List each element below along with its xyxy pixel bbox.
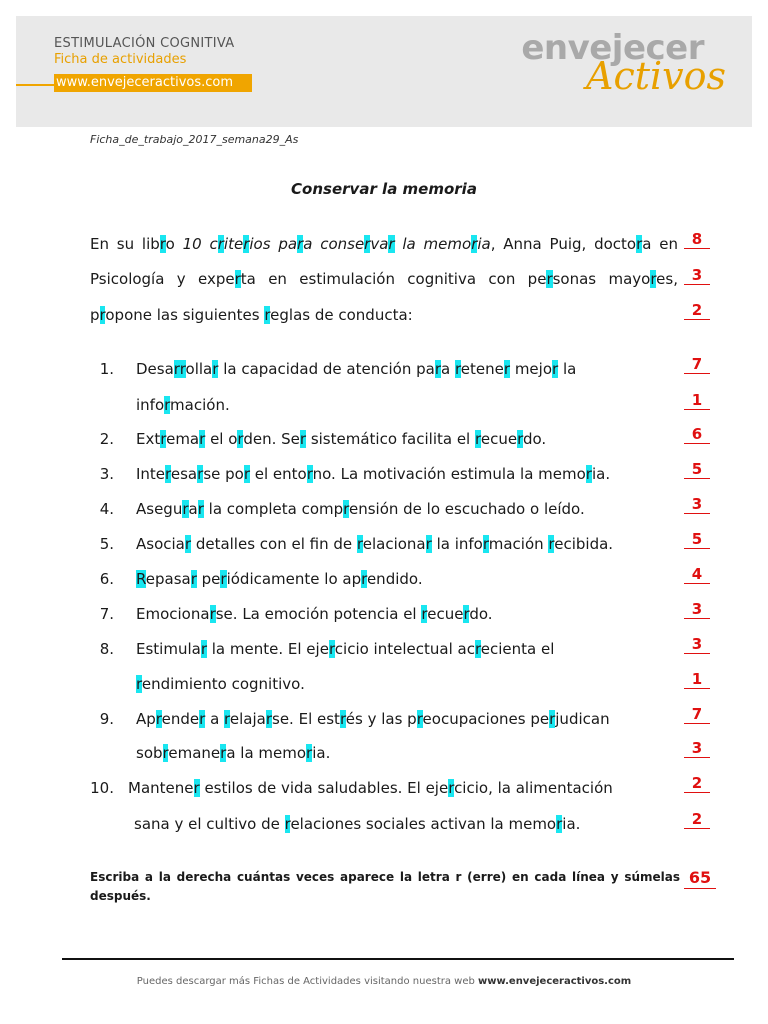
header-accent-line: [16, 84, 54, 86]
intro-line-2: Psicología y experta en estimulación cognitiva con personas mayores,: [90, 270, 678, 288]
item-number: 4.: [99, 500, 114, 518]
item-number: 8.: [99, 640, 114, 658]
count-item-1b[interactable]: 1: [684, 392, 710, 410]
item-number: 7.: [99, 605, 114, 623]
header-banner: [16, 16, 752, 127]
item-number: 9.: [99, 710, 114, 728]
header-url[interactable]: www.envejeceractivos.com: [54, 74, 252, 92]
list-item-cont: rendimiento cognitivo.: [136, 675, 305, 693]
item-number: 5.: [99, 535, 114, 553]
list-item: 10. Mantener estilos de vida saludables. El ejercicio, la alimentación: [90, 779, 613, 797]
footer: [0, 976, 768, 987]
item-number: 2.: [99, 430, 114, 448]
list-item: 2. Extremar el orden. Ser sistemático facilita el recuerdo.: [90, 430, 500, 448]
list-item: 6. Repasar periódicamente lo aprendido.: [90, 570, 377, 588]
count-item-9b[interactable]: 3: [684, 740, 710, 758]
filename: Ficha_de_trabajo_2017_semana29_As: [90, 133, 299, 146]
intro-line-3: propone las siguientes reglas de conducta:: [90, 306, 413, 324]
count-item-5[interactable]: 5: [684, 531, 710, 549]
intro-line-1: En su libro 10 criterios para conservar la memoria, Anna Puig, doctora en: [90, 235, 678, 253]
count-item-6[interactable]: 4: [684, 566, 710, 584]
list-item: 9. Aprender a relajarse. El estrés y las preocupaciones perjudican: [90, 710, 564, 728]
count-intro-3[interactable]: 2: [684, 302, 710, 320]
item-number: 3.: [99, 465, 114, 483]
footer-url[interactable]: www.envejeceractivos.com: [478, 976, 632, 987]
list-item: 4. Asegurar la completa comprensión de lo escuchado o leído.: [90, 500, 539, 518]
instructions: Escriba a la derecha cuántas veces aparece la letra r (erre) en cada línea y súmelas después.: [90, 870, 680, 903]
list-item: 3. Interesarse por el entorno. La motivación estimula la memoria.: [90, 465, 564, 483]
page-title: Conservar la memoria: [291, 180, 477, 198]
count-item-8a[interactable]: 3: [684, 636, 710, 654]
total-count[interactable]: 65: [684, 868, 716, 889]
count-item-10a[interactable]: 2: [684, 775, 710, 793]
list-item-cont: sana y el cultivo de relaciones sociales activan la memoria.: [134, 815, 581, 833]
logo-text-top: envejecer: [521, 28, 704, 68]
count-item-1a[interactable]: 7: [684, 356, 710, 374]
count-intro-2[interactable]: 3: [684, 267, 710, 285]
count-item-3[interactable]: 5: [684, 461, 710, 479]
list-item-cont: sobremanera la memoria.: [136, 744, 331, 762]
header-title: ESTIMULACIÓN COGNITIVA: [54, 36, 235, 51]
count-item-10b[interactable]: 2: [684, 811, 710, 829]
list-item: 1. Desarrollar la capacidad de atención para retener mejor la: [90, 360, 530, 378]
list-item-cont: información.: [136, 396, 230, 414]
footer-divider: [62, 958, 734, 960]
count-item-9a[interactable]: 7: [684, 706, 710, 724]
list-item: 7. Emocionarse. La emoción potencia el recuerdo.: [90, 605, 447, 623]
header-subtitle: Ficha de actividades: [54, 52, 187, 67]
count-intro-1[interactable]: 8: [684, 231, 710, 249]
list-item: 5. Asociar detalles con el fin de relacionar la información recibida.: [90, 535, 567, 553]
count-item-2[interactable]: 6: [684, 426, 710, 444]
item-number: 6.: [99, 570, 114, 588]
item-number: 10.: [90, 779, 114, 797]
logo-text-bottom: Activos: [586, 54, 726, 98]
count-item-7[interactable]: 3: [684, 601, 710, 619]
count-item-8b[interactable]: 1: [684, 671, 710, 689]
footer-text: Puedes descargar más Fichas de Actividades visitando nuestra web: [136, 976, 475, 987]
count-item-4[interactable]: 3: [684, 496, 710, 514]
list-item: 8. Estimular la mente. El ejercicio intelectual acrecienta el: [90, 640, 508, 658]
item-number: 1.: [99, 360, 114, 378]
